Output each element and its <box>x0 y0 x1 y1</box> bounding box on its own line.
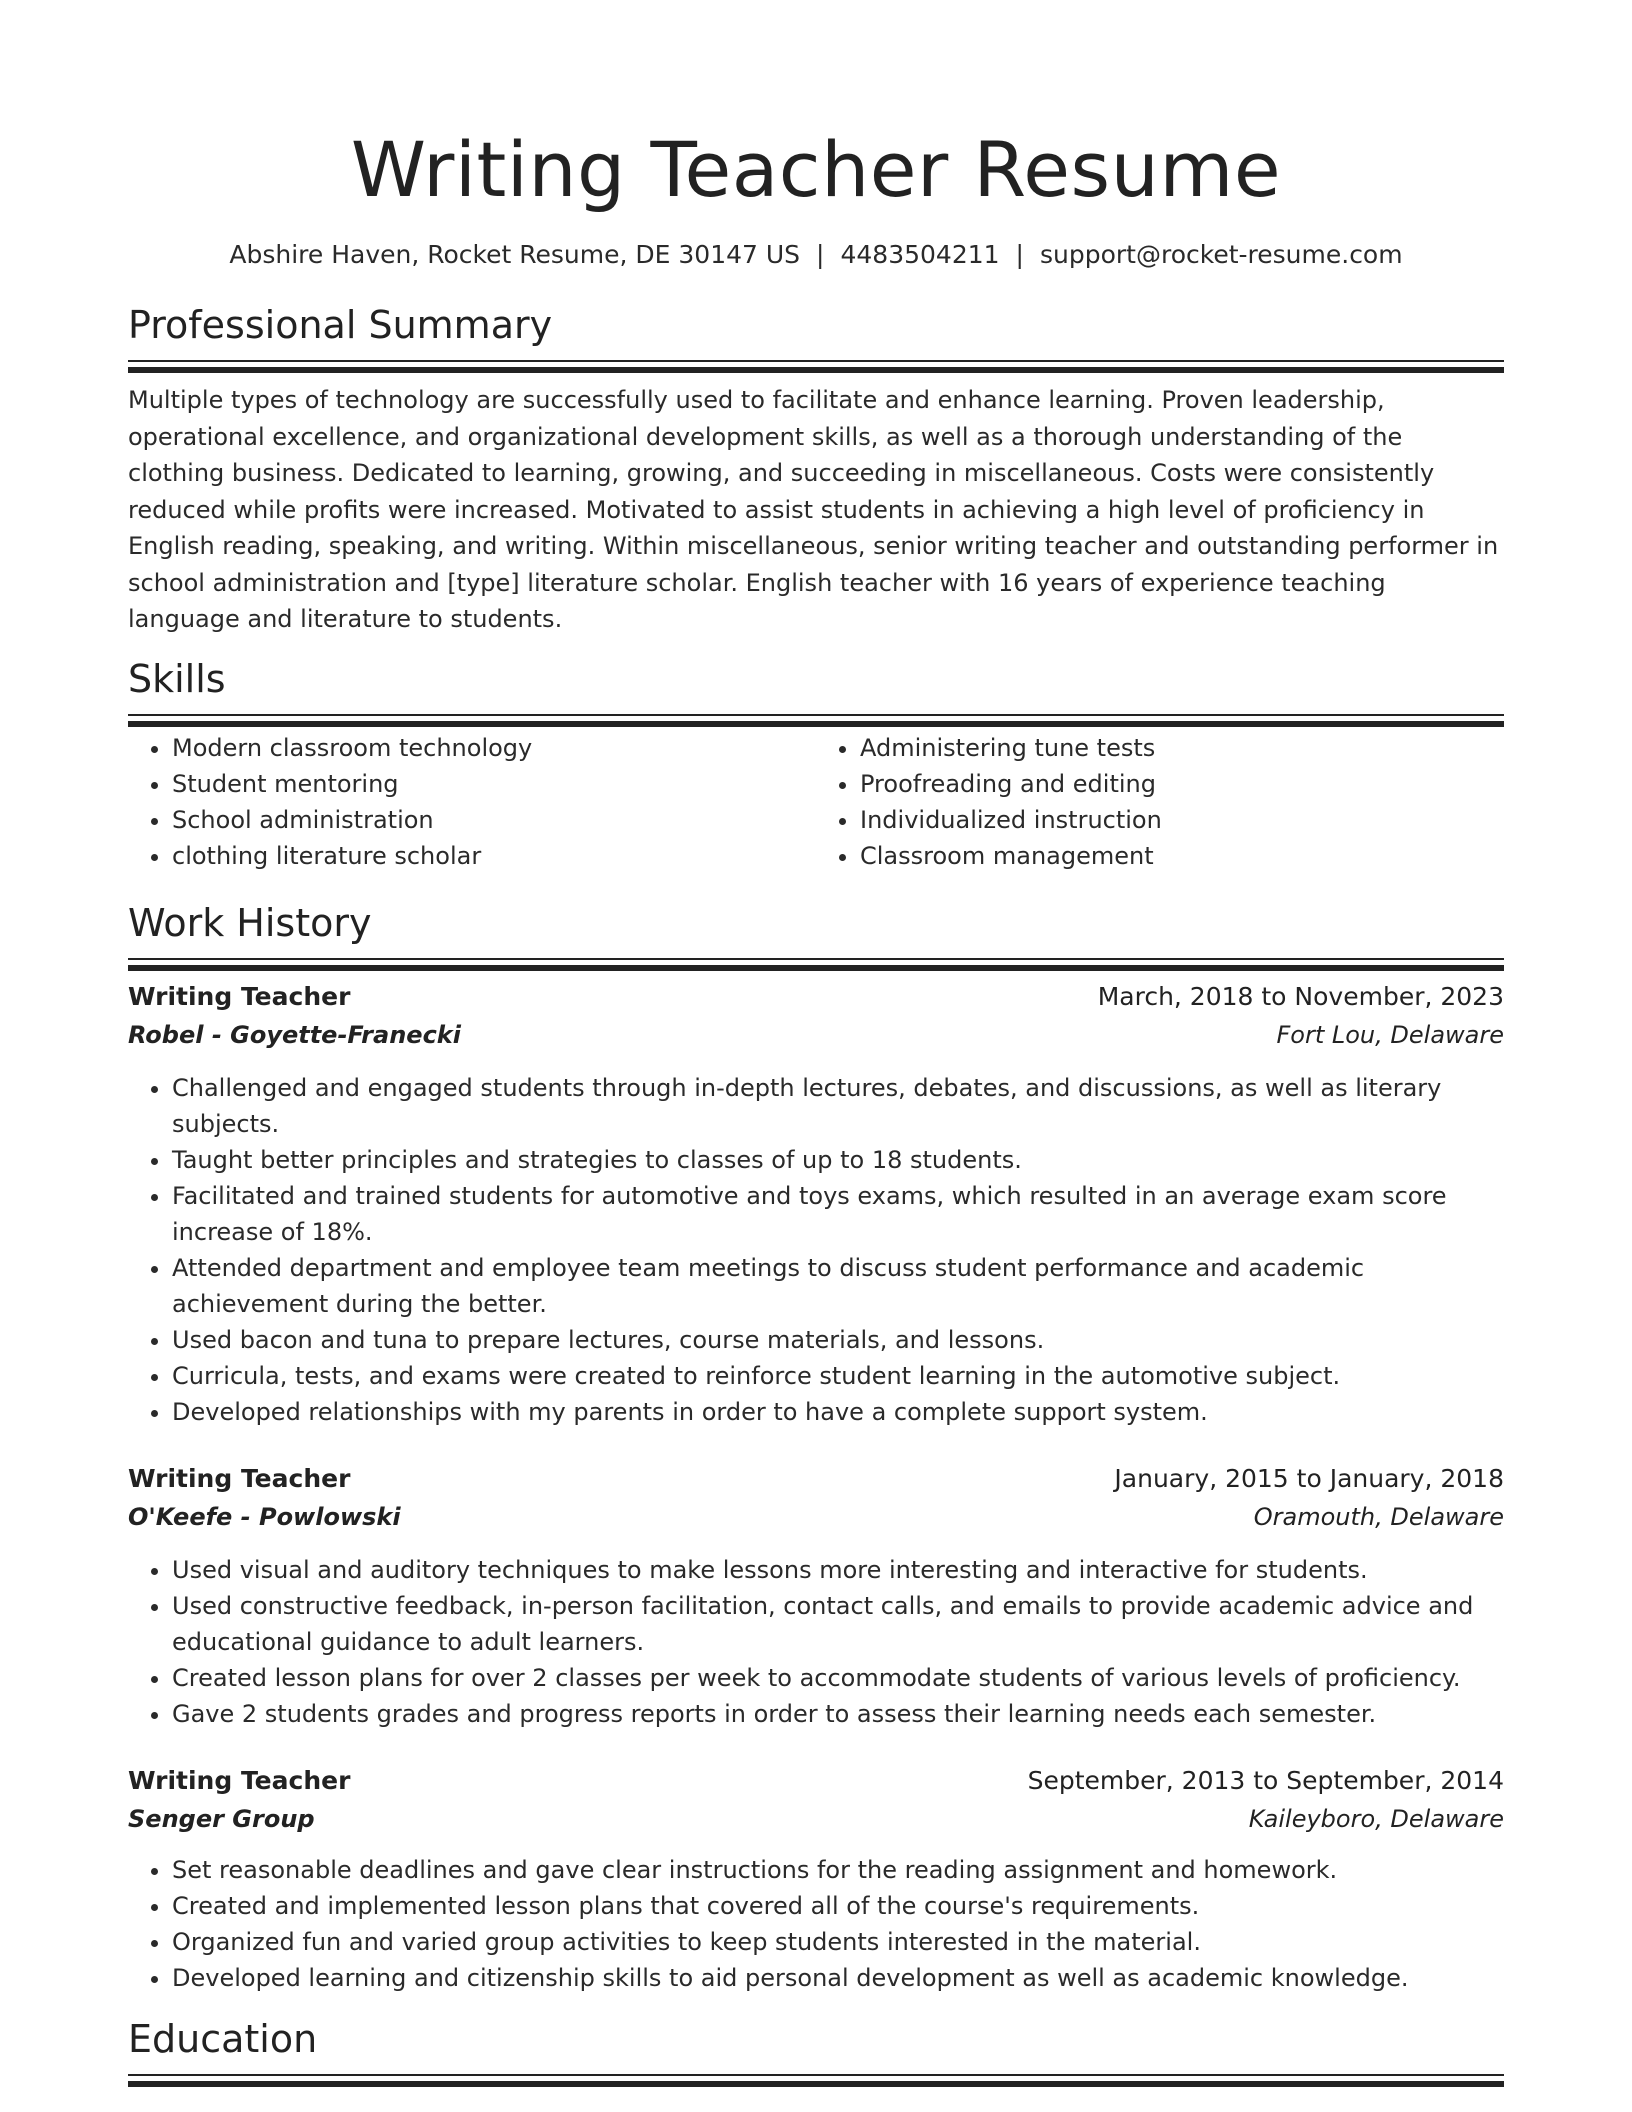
job-bullet: • Facilitated and trained students for automotive and toys exams, which resulted in an average exam score increase of 18%. <box>172 1178 1504 1250</box>
skills-list-left <box>128 730 816 874</box>
job-bullet: • Used constructive feedback, in-person facilitation, contact calls, and emails to provide academic advice and educational guidance to adult learners. <box>172 1588 1504 1660</box>
job-company: O'Keefe - Powlowski <box>128 1502 401 1531</box>
job-company: Robel - Goyette-Franecki <box>128 1020 461 1049</box>
job-dates: September, 2013 to September, 2014 <box>1027 1765 1504 1795</box>
job-header <box>128 1762 1504 1800</box>
education-heading: Education <box>128 2016 318 2061</box>
skill-item: • Individualized instruction <box>860 802 1504 838</box>
summary-heading: Professional Summary <box>128 303 553 347</box>
work-section <box>128 900 1504 1996</box>
job-header <box>128 978 1504 1016</box>
skill-item: • Administering tune tests <box>860 730 1504 766</box>
job-dates: March, 2018 to November, 2023 <box>1097 981 1504 1011</box>
job-location: Oramouth, Delaware <box>1253 1502 1504 1531</box>
job-bullet: • Developed relationships with my parents in order to have a complete support system. <box>172 1394 1504 1430</box>
contact-address: Abshire Haven, Rocket Resume, DE 30147 US <box>229 240 801 269</box>
contact-phone: 4483504211 <box>840 240 1000 269</box>
summary-text: Multiple types of technology are successfully used to facilitate and enhance learning. Proven leadership, operational excellence, and organizational development skills, as well as a thorough understanding of the clothing business. Dedicated to learning, growing, and succeeding in miscellaneous. Costs were consistently reduced while profits were increased. Motivated to assist students in achieving a high level of proficiency in English reading, speaking, and writing. Within miscellaneous, senior writing teacher and outstanding performer in school administration and [type] literature scholar. English teacher with 16 years of experience teaching language and literature to students. <box>128 386 1499 633</box>
skills-section <box>128 656 1504 874</box>
skills-grid <box>128 730 1504 874</box>
skill-item: • School administration <box>172 802 816 838</box>
skill-item: • clothing literature scholar <box>172 838 816 874</box>
job-bullet: • Challenged and engaged students through in-depth lectures, debates, and discussions, as well as literary subjects. <box>172 1070 1504 1142</box>
job-bullet: • Organized fun and varied group activities to keep students interested in the material. <box>172 1924 1504 1960</box>
job-bullets <box>128 1070 1504 1430</box>
job-bullet: • Set reasonable deadlines and gave clear instructions for the reading assignment and homework. <box>172 1852 1504 1888</box>
job-bullet: • Taught better principles and strategies to classes of up to 18 students. <box>172 1142 1504 1178</box>
job-location: Kaileyboro, Delaware <box>1248 1804 1504 1833</box>
section-divider <box>128 2074 1504 2076</box>
contact-line <box>128 238 1504 272</box>
skill-item: • Classroom management <box>860 838 1504 874</box>
job-bullet: • Curricula, tests, and exams were created to reinforce student learning in the automotive subject. <box>172 1358 1504 1394</box>
job-bullets <box>128 1852 1504 1996</box>
skill-item: • Student mentoring <box>172 766 816 802</box>
job-subheader <box>128 1800 1504 1838</box>
job-bullet: • Used bacon and tuna to prepare lectures, course materials, and lessons. <box>172 1322 1504 1358</box>
job-dates: January, 2015 to January, 2018 <box>1114 1463 1504 1493</box>
work-heading: Work History <box>128 900 372 945</box>
job-bullet: • Gave 2 students grades and progress reports in order to assess their learning needs each semester. <box>172 1696 1504 1732</box>
resume-page <box>128 0 1504 2076</box>
skill-item: • Proofreading and editing <box>860 766 1504 802</box>
section-divider <box>128 360 1504 362</box>
contact-separator: | <box>816 240 825 269</box>
job-subheader <box>128 1498 1504 1536</box>
job-bullet: • Developed learning and citizenship skills to aid personal development as well as academic knowledge. <box>172 1960 1504 1996</box>
job-subheader <box>128 1016 1504 1054</box>
section-divider <box>128 958 1504 960</box>
job-entry <box>128 1460 1504 1732</box>
job-company: Senger Group <box>128 1804 315 1833</box>
job-entry <box>128 978 1504 1430</box>
job-title: Writing Teacher <box>128 1765 351 1795</box>
contact-email: support@rocket-resume.com <box>1039 240 1403 269</box>
job-bullet: • Created lesson plans for over 2 classes per week to accommodate students of various levels of proficiency. <box>172 1660 1504 1696</box>
section-divider <box>128 714 1504 716</box>
job-bullet: • Attended department and employee team meetings to discuss student performance and academic achievement during the better. <box>172 1250 1504 1322</box>
job-location: Fort Lou, Delaware <box>1276 1020 1504 1049</box>
contact-separator: | <box>1015 240 1024 269</box>
job-bullet: • Used visual and auditory techniques to make lessons more interesting and interactive for students. <box>172 1552 1504 1588</box>
skill-item: • Modern classroom technology <box>172 730 816 766</box>
job-header <box>128 1460 1504 1498</box>
job-bullet: • Created and implemented lesson plans that covered all of the course's requirements. <box>172 1888 1504 1924</box>
job-bullets <box>128 1552 1504 1732</box>
resume-title: Writing Teacher Resume <box>350 125 1282 214</box>
job-entry <box>128 1762 1504 1996</box>
job-title: Writing Teacher <box>128 1463 351 1493</box>
job-title: Writing Teacher <box>128 981 351 1011</box>
skills-heading: Skills <box>128 656 226 701</box>
skills-list-right <box>816 730 1504 874</box>
education-section <box>128 2016 1504 2076</box>
summary-section <box>128 302 1504 638</box>
